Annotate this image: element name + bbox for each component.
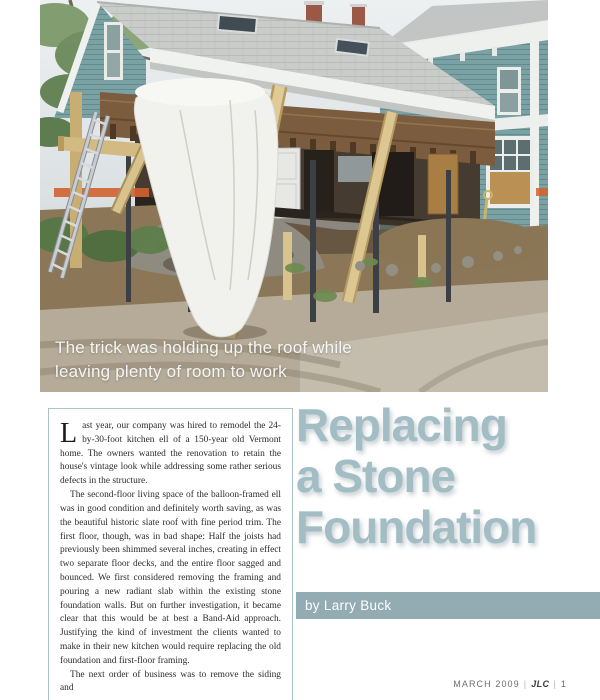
title-line-1: Replacing (296, 399, 507, 451)
article-paragraph-2: The second-floor living space of the balloon-framed ell was in good condition and definitely worth saving, as was the beautiful historic slate roof with fine period trim. The first floor, though, was in bad shape: Half the joists had previously been shimmed several inches, creating in effect two separate floor decks, and the entire floor sagged and bounced. We first considered removing the framing and pouring a new radiant slab within the existing stone foundation walls. But on further investigation, it became clear that this would be at best a Band-Aid approach. Justifying the kind of investment the clients wanted to make in their new kitchen would require replacing the old foundation and first-floor framing. (60, 490, 281, 666)
footer-separator: | (553, 679, 557, 689)
byline-band (296, 592, 600, 619)
footer-magazine-name: JLC (531, 679, 550, 689)
drop-cap: L (60, 418, 78, 449)
photo-illustration (40, 0, 548, 392)
title-line-3: Foundation (296, 501, 537, 553)
paragraph-1-text: ast year, our company was hired to remodel the 24-by-30-foot kitchen ell of a 150-year old Vermont home. The owners wanted the renovation to retain the house's vintage look while addressing some rather serious defects in the structure. (60, 421, 281, 487)
article-body-box (48, 408, 293, 700)
article-paragraph-3: The next order of business was to remove the siding and (60, 669, 281, 694)
photo-caption-line2: leaving plenty of room to work (55, 361, 287, 381)
skylight (217, 14, 258, 34)
page-footer (453, 679, 567, 689)
chimney (352, 5, 365, 27)
footer-page-number: 1 (560, 679, 567, 689)
gray-panel (338, 156, 374, 182)
plywood-panel (428, 154, 458, 214)
photo-caption (55, 336, 352, 383)
doorway-opening (304, 150, 334, 212)
title-line-2: a Stone (296, 450, 456, 502)
article-title (296, 400, 600, 553)
photo-caption-line1: The trick was holding up the roof while (55, 338, 352, 357)
footer-separator: | (523, 679, 528, 689)
footer-issue: MARCH 2009 (453, 679, 520, 689)
article-paragraph-1 (60, 420, 281, 489)
house-window-upper (497, 67, 521, 115)
byline-text: by Larry Buck (305, 598, 392, 613)
article-photo (40, 0, 548, 392)
